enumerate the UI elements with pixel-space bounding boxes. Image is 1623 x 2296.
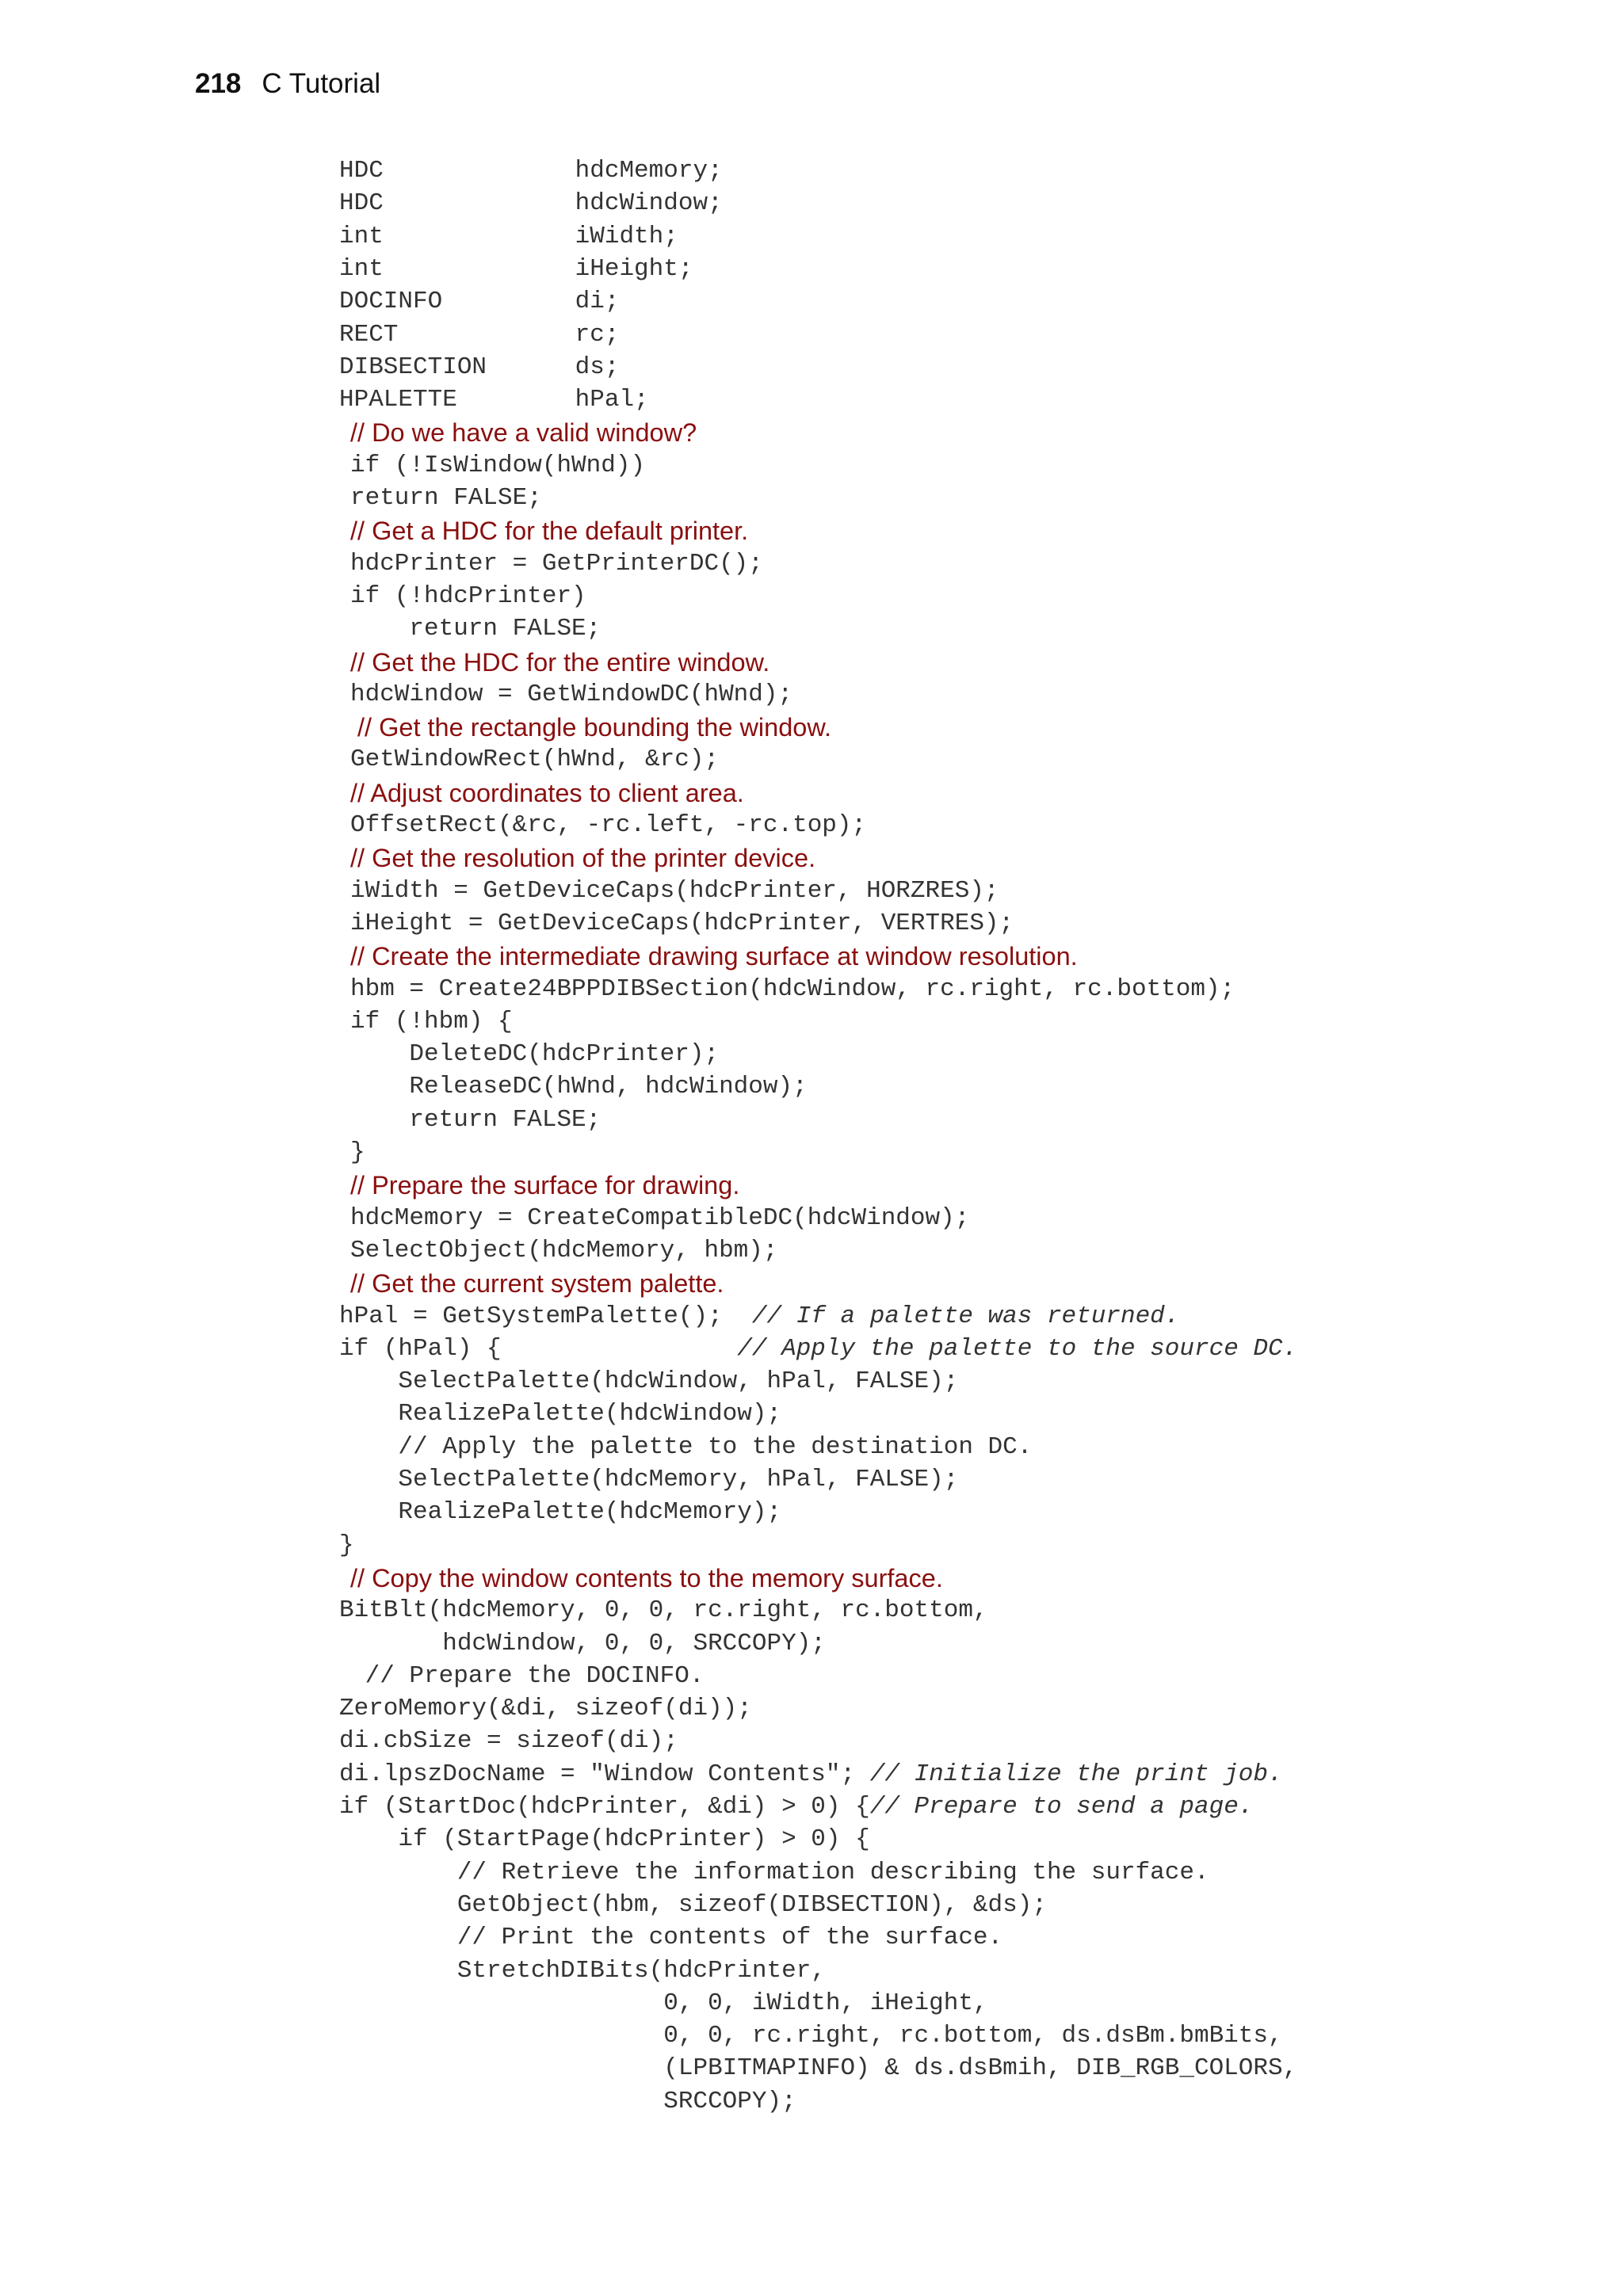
code-text: RealizePalette(hdcMemory); [339, 1498, 782, 1527]
code-line [350, 744, 719, 776]
code-text: DIBSECTION ds; [339, 353, 620, 381]
code-text: hbm = Create24BPPDIBSection(hdcWindow, rc.right, rc.bottom); [350, 974, 1235, 1003]
code-line [339, 1432, 1032, 1464]
code-comment-line [350, 417, 697, 449]
code-line [339, 384, 649, 417]
code-line [350, 810, 866, 842]
code-text: return FALSE; [350, 615, 601, 643]
code-comment-line [350, 777, 744, 810]
code-text: RECT rc; [339, 320, 620, 349]
code-text: di.lpszDocName = "Window Contents"; [339, 1760, 870, 1788]
code-line [339, 1595, 988, 1627]
code-text: hPal = GetSystemPalette(); [339, 1302, 752, 1330]
code-text: // Do we have a valid window? [350, 418, 697, 448]
code-line [339, 1759, 1283, 1791]
code-line [350, 679, 792, 711]
code-text: hdcWindow = GetWindowDC(hWnd); [350, 680, 793, 708]
code-line [339, 2053, 1297, 2085]
inline-comment: // Prepare to send a page. [869, 1793, 1254, 1821]
code-text: hdcMemory = CreateCompatibleDC(hdcWindow); [350, 1203, 970, 1232]
code-text: // Print the contents of the surface. [339, 1924, 1003, 1952]
code-text: // Prepare the DOCINFO. [350, 1661, 705, 1690]
code-line [339, 352, 619, 384]
code-comment-line [350, 1562, 943, 1595]
code-line [339, 1922, 1002, 1955]
code-line [350, 613, 601, 646]
code-line [339, 221, 678, 254]
code-text: // Adjust coordinates to client area. [350, 778, 744, 807]
inline-comment: // Initialize the print job. [869, 1760, 1283, 1788]
code-text: if (!IsWindow(hWnd)) [350, 451, 646, 479]
code-line [339, 1791, 1253, 1824]
code-listing [0, 149, 1623, 2114]
code-line [350, 1661, 704, 1693]
code-line [339, 1890, 1047, 1922]
code-text: if (!hbm) { [350, 1007, 513, 1035]
code-text: DOCINFO di; [339, 288, 620, 316]
code-text: SelectPalette(hdcMemory, hPal, FALSE); [339, 1466, 959, 1493]
code-text: // Create the intermediate drawing surface at window resolution. [350, 942, 1078, 971]
code-text: if (!hdcPrinter) [350, 582, 586, 610]
code-text: StretchDIBits(hdcPrinter, [339, 1956, 826, 1985]
code-text: ReleaseDC(hWnd, hdcWindow); [350, 1073, 808, 1101]
code-line [350, 1006, 513, 1039]
code-comment-line [350, 1169, 739, 1202]
code-text: return FALSE; [350, 484, 542, 512]
code-line [350, 581, 586, 613]
code-line [350, 1104, 601, 1137]
code-text: // Get the resolution of the printer device. [350, 844, 816, 873]
code-line [339, 155, 723, 188]
running-header [195, 68, 380, 100]
code-text: HDC hdcWindow; [339, 189, 723, 218]
code-line [339, 188, 723, 220]
code-comment-line [350, 940, 1078, 973]
code-line [350, 974, 1235, 1006]
code-text: // Prepare the surface for drawing. [350, 1171, 740, 1200]
code-line [350, 1203, 969, 1235]
code-line [350, 482, 542, 515]
code-text: HDC hdcMemory; [339, 157, 723, 185]
code-text: hdcPrinter = GetPrinterDC(); [350, 549, 763, 578]
book-title: C Tutorial [262, 68, 381, 99]
code-comment-line [350, 1268, 724, 1300]
code-text: 0, 0, rc.right, rc.bottom, ds.dsBm.bmBits, [339, 2022, 1283, 2050]
code-text: GetWindowRect(hWnd, &rc); [350, 746, 720, 774]
code-text: int iHeight; [339, 254, 693, 283]
inline-comment: // Apply the palette to the source DC. [737, 1334, 1298, 1363]
code-line [339, 286, 619, 318]
code-line [339, 1301, 1179, 1333]
code-text: OffsetRect(&rc, -rc.left, -rc.top); [350, 811, 867, 839]
code-text: // Get the rectangle bounding the window. [350, 713, 832, 742]
code-line [339, 1693, 752, 1726]
code-text: iWidth = GetDeviceCaps(hdcPrinter, HORZRES); [350, 876, 999, 905]
code-line [339, 1824, 870, 1856]
code-line [350, 1137, 365, 1169]
code-text: // Copy the window contents to the memory surface. [350, 1563, 943, 1592]
code-text: SelectPalette(hdcWindow, hPal, FALSE); [339, 1367, 959, 1396]
code-line [339, 1333, 1297, 1366]
page-number: 218 [195, 68, 242, 99]
code-line [350, 1235, 778, 1268]
code-comment-line [350, 515, 748, 547]
code-line [350, 875, 999, 908]
code-text: RealizePalette(hdcWindow); [339, 1400, 782, 1428]
code-text: hdcWindow, 0, 0, SRCCOPY); [339, 1629, 826, 1657]
code-text: // Retrieve the information describing the surface. [339, 1858, 1209, 1886]
code-line [350, 1071, 808, 1104]
code-text: SelectObject(hdcMemory, hbm); [350, 1236, 778, 1264]
code-line [339, 1988, 988, 2020]
code-line [339, 1497, 781, 1529]
code-line [339, 319, 619, 352]
code-line [350, 908, 1014, 940]
code-line [350, 1039, 719, 1071]
code-text: HPALETTE hPal; [339, 386, 649, 414]
code-text: if (StartPage(hdcPrinter) > 0) { [339, 1825, 870, 1854]
code-line [350, 450, 645, 482]
code-comment-line [350, 646, 769, 679]
code-text: BitBlt(hdcMemory, 0, 0, rc.right, rc.bottom, [339, 1596, 988, 1625]
code-text: // Get a HDC for the default printer. [350, 517, 749, 546]
code-text: iHeight = GetDeviceCaps(hdcPrinter, VERTRES); [350, 909, 1014, 937]
code-comment-line [350, 711, 831, 744]
code-text: return FALSE; [350, 1105, 601, 1134]
code-line [339, 2086, 796, 2119]
code-line [339, 2020, 1283, 2053]
code-text: int iWidth; [339, 222, 678, 250]
code-text: } [350, 1138, 365, 1166]
inline-comment: // If a palette was returned. [751, 1302, 1180, 1330]
code-line [339, 1955, 826, 1988]
code-text: GetObject(hbm, sizeof(DIBSECTION), &ds); [339, 1890, 1047, 1919]
code-line [339, 1726, 678, 1758]
code-text: di.cbSize = sizeof(di); [339, 1727, 678, 1756]
code-text: SRCCOPY); [339, 2087, 796, 2115]
code-line [339, 1464, 958, 1497]
code-text: } [339, 1531, 354, 1559]
code-text: 0, 0, iWidth, iHeight, [339, 1989, 988, 2017]
code-line [339, 254, 693, 286]
code-text: if (StartDoc(hdcPrinter, &di) > 0) { [339, 1793, 870, 1821]
code-line [339, 1366, 958, 1398]
code-line [339, 1398, 781, 1431]
code-text: // Apply the palette to the destination DC. [339, 1432, 1033, 1461]
code-text: ZeroMemory(&di, sizeof(di)); [339, 1695, 752, 1723]
code-line [339, 1857, 1209, 1890]
code-text: // Get the current system palette. [350, 1269, 724, 1299]
code-text: // Get the HDC for the entire window. [350, 647, 770, 677]
code-comment-line [350, 842, 815, 875]
code-text: DeleteDC(hdcPrinter); [350, 1040, 720, 1069]
code-line [350, 548, 763, 581]
code-line [339, 1530, 354, 1562]
code-line [339, 1628, 826, 1661]
code-text: (LPBITMAPINFO) & ds.dsBmih, DIB_RGB_COLORS, [339, 2054, 1298, 2083]
code-text: if (hPal) { [339, 1334, 738, 1363]
